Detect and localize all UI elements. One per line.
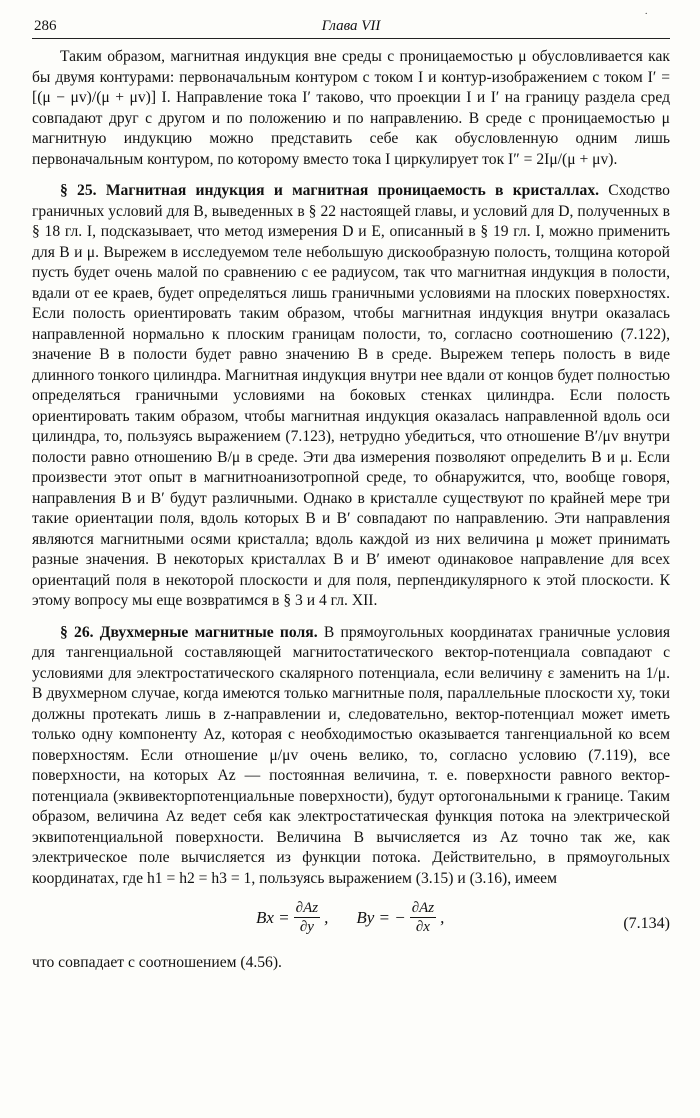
- section-25-text: Сходство граничных условий для B, выведенных в § 22 настоящей главы, и условий для D, полученных в § 18 гл. I, подсказывает, что метод измерения D и E, описанный в § 19 гл. I, можно применить для B и μ. Вырежем в исследуемом теле небольшую дискообразную полость, толщина которой пусть будет очень малой по сравнению с ее радиусом, так что магнитная индукция в полости, вдали от ее краев, будет определяться лишь граничными условиями на плоских поверхностях. Если полость ориентировать таким образом, чтобы магнитная индукция внутри оказалась направленной нормально к плоским границам полости, то, согласно соотношению (7.122), значение B в полости будет равно значению B в среде. Вырежем теперь полость в виде длинного тонкого цилиндра. Магнитная индукция внутри нее вдали от концов будет полностью определяться граничными условиями на боковых стенках цилиндра. Если полость ориентировать таким образом, чтобы магнитная индукция оказалась направленной вдоль оси цилиндра, то, пользуясь выражением (7.123), нетрудно убедиться, что отношение B′/μv внутри полости равно отношению B/μ в среде. Эти два измерения позволяют определить B и μ. Если произвести этот опыт в магнитноанизотропной среде, то обнаружится, что, вообще говоря, направления B и B′ будут различными. Однако в кристалле существуют по крайней мере три такие ориентации поля, вдоль которых B и B′ совпадают по направлению. Эти направления являются магнитными осями кристалла; вдоль каждой из них величина μ может принимать разные значения. В некоторых кристаллах B и B′ имеют одинаковое направление для всех ориентаций поля в некоторой плоскости и для поля, перпендикулярного к этой плоскости. К этому вопросу мы еще возвратимся в § 3 и 4 гл. XII.: [32, 182, 670, 609]
- paragraph-intro: Таким образом, магнитная индукция вне среды с проницаемостью μ обусловливается как бы двумя контурами: первоначальным контуром с током I и контур-изображением с током I′ = [(μ − μv)/(μ + μv)] I. Направление тока I′ таково, что проекции I и I′ на границу раздела сред совпадают друг с другом и по положению и по направлению. В среде с проницаемостью μ магнитную индукцию можно представить себе как обусловленную одним лишь первоначальным контуром, по которому вместо тока I циркулирует ток I″ = 2Iμ/(μ + μv).: [32, 48, 670, 168]
- equation-body: [256, 899, 444, 936]
- equation-7-134: [32, 893, 670, 953]
- fraction-dAz-dy: [294, 899, 320, 936]
- fraction-dAz-dx: [410, 899, 436, 936]
- equation-number: (7.134): [623, 915, 670, 932]
- section-26: [32, 623, 670, 890]
- running-header: [32, 8, 670, 39]
- section-26-title: § 26. Двухмерные магнитные поля.: [60, 623, 318, 641]
- eq-separator: ,: [324, 907, 329, 927]
- section-25-title: § 25. Магнитная индукция и магнитная проницаемость в кристаллах.: [60, 182, 600, 199]
- corner-mark: ·: [644, 8, 648, 20]
- eq-end: ,: [440, 907, 445, 927]
- fraction-denominator: ∂x: [415, 919, 430, 935]
- fraction-denominator: ∂y: [299, 919, 314, 935]
- chapter-title: Глава VII: [321, 18, 381, 34]
- page-number: 286: [34, 18, 57, 34]
- eq-lhs-by: By = −: [356, 907, 406, 927]
- fraction-numerator: ∂Az: [295, 900, 319, 916]
- eq-lhs-bx: Bx =: [256, 907, 290, 927]
- closing-line: что совпадает с соотношением (4.56).: [32, 954, 282, 971]
- section-25: [32, 181, 670, 612]
- fraction-numerator: ∂Az: [411, 900, 435, 916]
- section-26-text: В прямоугольных координатах граничные условия для тангенциальной составляющей магнитостатического вектор-потенциала совпадают с условиями для электростатического скалярного потенциала, если величину ε заменить на 1/μ. В двухмерном случае, когда имеются только магнитные поля, параллельные плоскости xy, токи должны протекать лишь в z-направлении и, следовательно, вектор-потенциал может иметь только одну компоненту Az, которая с необходимостью оказывается тангенциальной ко всем поверхностям. Если отношение μ/μv очень велико, то, согласно условию (7.119), все поверхности, на которых Az — постоянная величина, т. е. поверхности равного вектор-потенциала (эквивекторпотенциальные поверхности), будут ортогональными к границе. Таким образом, величина Az ведет себя как электростатическая функция потока на электрической эквипотенциальной поверхности. Величина B вычисляется из Az точно так же, как электрическое поле вычисляется из функции потока. Действительно, в прямоугольных координатах, где h1 = h2 = h3 = 1, пользуясь выражением (3.15) и (3.16), имеем: [32, 623, 670, 887]
